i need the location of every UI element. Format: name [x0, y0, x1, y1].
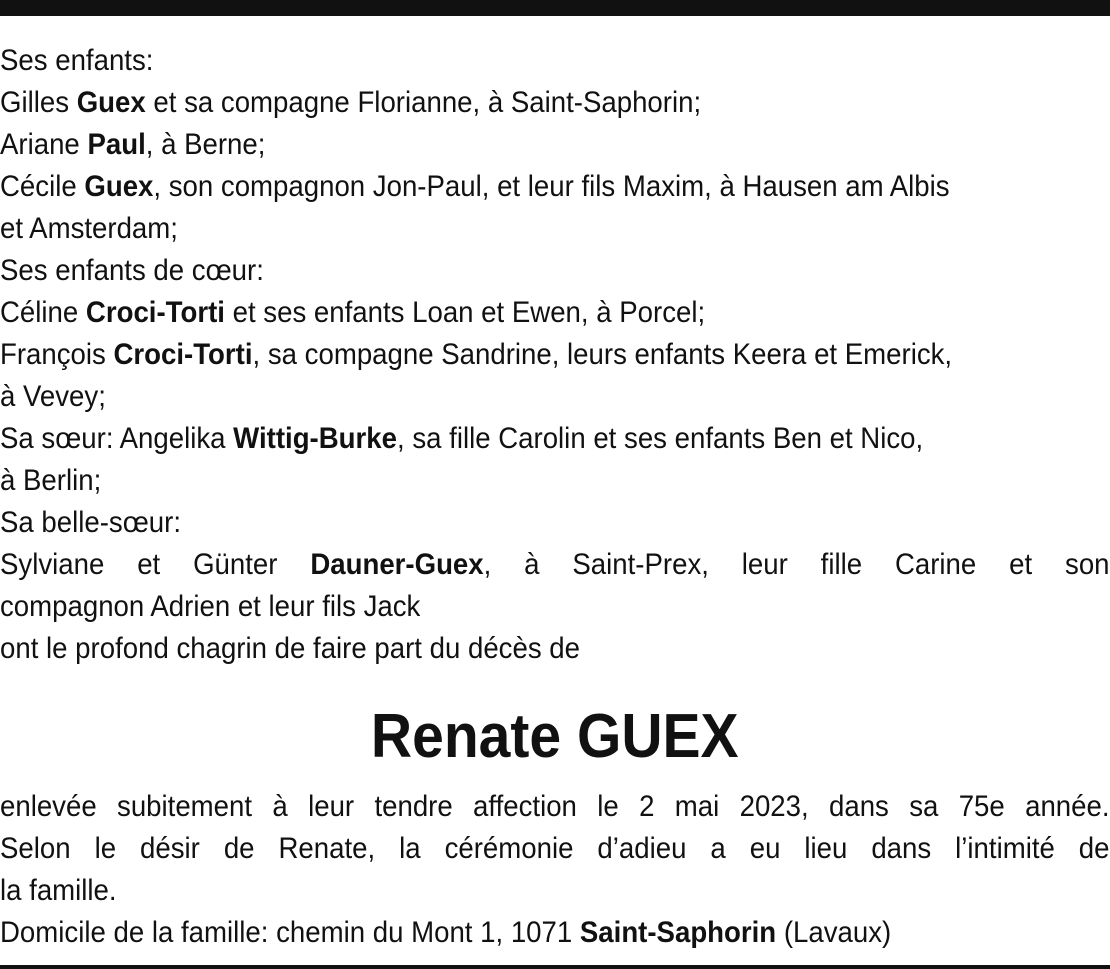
surname: Guex [84, 170, 154, 203]
line-rest: , son compagnon Jon-Paul, et leur fils Maxim, à Hausen am Albis [153, 170, 950, 203]
line-rest: et ses enfants Loan et Ewen, à Porcel; [224, 296, 706, 329]
line-rest: , à Saint-Prex, leur fille Carine et son [483, 548, 1110, 581]
first-name: Ariane [0, 128, 88, 161]
domicile-line [0, 912, 1110, 954]
line-rest: , sa compagne Sandrine, leurs enfants Keera et Emerick, [252, 338, 953, 371]
surname: Dauner-Guex [310, 548, 484, 581]
details-line-3: la famille. [0, 874, 117, 907]
line-rest: , sa fille Carolin et ses enfants Ben et Nico, [396, 422, 924, 455]
line-rest: et sa compagne Florianne, à Saint-Saphorin; [145, 86, 702, 119]
family-line-sister-cont: à Berlin; [0, 464, 102, 497]
obituary-text [0, 40, 1110, 954]
domicile-suffix: (Lavaux) [776, 916, 892, 949]
details-line-2: Selon le désir de Renate, la cérémonie d’adieu a eu lieu dans l’intimité de [0, 832, 1110, 865]
first-name: Céline [0, 296, 86, 329]
announcement-line: ont le profond chagrin de faire part du décès de [0, 632, 581, 665]
first-name: Cécile [0, 170, 85, 203]
first-name: Sylviane et Günter [0, 548, 311, 581]
family-line-celine [0, 292, 1110, 334]
family-line-cecile [0, 166, 1110, 208]
domicile-prefix: Domicile de la famille: chemin du Mont 1, 1071 [0, 916, 580, 949]
domicile-place: Saint-Saphorin [579, 916, 777, 949]
sister-in-law-heading: Sa belle-sœur: [0, 506, 181, 539]
surname: Croci-Torti [85, 296, 225, 329]
first-name: François [0, 338, 114, 371]
first-name: Sa sœur: Angelika [0, 422, 234, 455]
heart-children-heading: Ses enfants de cœur: [0, 254, 264, 287]
family-line-sylviane-cont: compagnon Adrien et leur fils Jack [0, 590, 421, 623]
surname: Guex [76, 86, 146, 119]
bottom-rule [0, 965, 1110, 969]
family-line-gilles [0, 82, 1110, 124]
family-line-cecile-cont: et Amsterdam; [0, 212, 178, 245]
family-line-francois [0, 334, 1110, 376]
children-heading: Ses enfants: [0, 44, 154, 77]
details-line-1: enlevée subitement à leur tendre affection le 2 mai 2023, dans sa 75e année. [0, 790, 1110, 823]
first-name: Gilles [0, 86, 77, 119]
deceased-name: Renate GUEX [370, 702, 739, 771]
family-line-sylviane [0, 544, 1110, 586]
line-rest: , à Berne; [145, 128, 266, 161]
surname: Croci-Torti [113, 338, 253, 371]
surname: Wittig-Burke [233, 422, 397, 455]
top-rule [0, 0, 1110, 16]
family-line-sister [0, 418, 1110, 460]
surname: Paul [87, 128, 146, 161]
family-line-francois-cont: à Vevey; [0, 380, 106, 413]
family-line-ariane [0, 124, 1110, 166]
